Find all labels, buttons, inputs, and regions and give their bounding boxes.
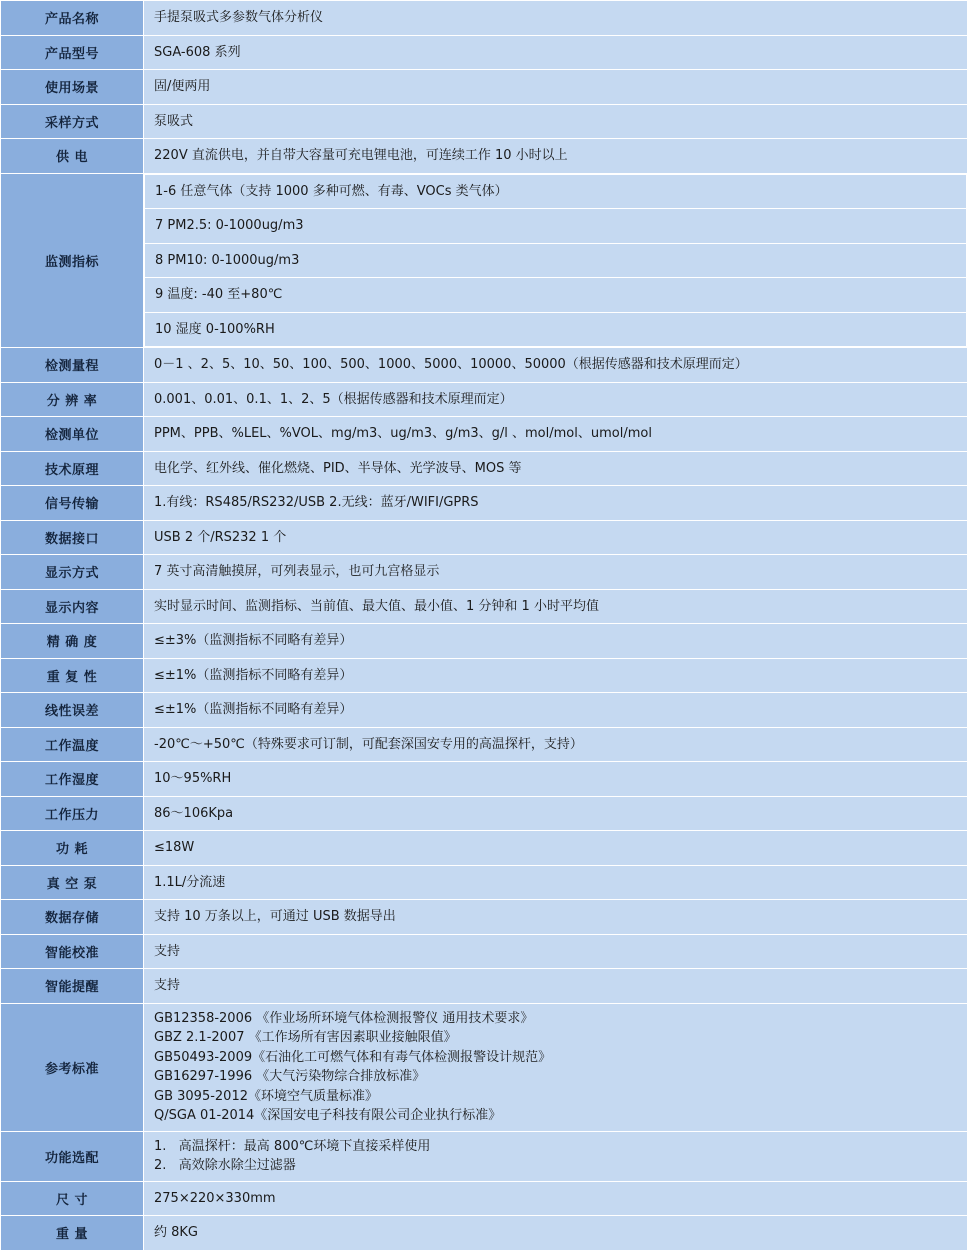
table-row <box>1 70 968 105</box>
reference-standard-1: GB12358-2006 《作业场所环境气体检测报警仪 通用技术要求》 <box>154 1010 534 1026</box>
row-value-technical-principle: 电化学、红外线、催化燃烧、PID、半导体、光学波导、MOS 等 <box>144 451 968 486</box>
row-label-data-interface: 数据接口 <box>1 520 144 555</box>
table-row <box>1 589 968 624</box>
monitoring-indicator-5: 10 湿度 0-100%RH <box>145 312 967 347</box>
row-value-power-consumption: ≤18W <box>144 831 968 866</box>
row-label-display-content: 显示内容 <box>1 589 144 624</box>
row-value-vacuum-pump: 1.1L/分流速 <box>144 865 968 900</box>
table-row <box>1 934 968 969</box>
row-label-reference-standards: 参考标准 <box>1 1003 144 1131</box>
row-label-power-consumption: 功 耗 <box>1 831 144 866</box>
table-row <box>1 35 968 70</box>
table-row <box>1 796 968 831</box>
row-value-working-pressure: 86～106Kpa <box>144 796 968 831</box>
row-value-data-interface: USB 2 个/RS232 1 个 <box>144 520 968 555</box>
monitoring-indicator-1: 1-6 任意气体（支持 1000 多种可燃、有毒、VOCs 类气体） <box>145 174 967 209</box>
table-row <box>1 139 968 174</box>
row-value-smart-calibration: 支持 <box>144 934 968 969</box>
row-label-detection-range: 检测量程 <box>1 348 144 383</box>
reference-standard-6: Q/SGA 01-2014《深国安电子科技有限公司企业执行标准》 <box>154 1108 502 1123</box>
optional-function-2: 2. 高效除水除尘过滤器 <box>154 1158 296 1173</box>
row-value-optional-functions <box>144 1131 968 1181</box>
row-label-data-storage: 数据存储 <box>1 900 144 935</box>
monitoring-indicator-2: 7 PM2.5: 0-1000ug/m3 <box>145 209 967 244</box>
row-label-optional-functions: 功能选配 <box>1 1131 144 1181</box>
row-value-signal-transmission: 1.有线：RS485/RS232/USB 2.无线：蓝牙/WIFI/GPRS <box>144 486 968 521</box>
table-row <box>1 762 968 797</box>
row-value-weight: 约 8KG <box>144 1216 968 1251</box>
monitoring-indicator-3: 8 PM10: 0-1000ug/m3 <box>145 243 967 278</box>
row-value-display-method: 7 英寸高清触摸屏，可列表显示，也可九宫格显示 <box>144 555 968 590</box>
row-label-linearity-error: 线性误差 <box>1 693 144 728</box>
row-value-sampling-method: 泵吸式 <box>144 104 968 139</box>
table-row <box>1 520 968 555</box>
table-row <box>1 900 968 935</box>
row-label-product-model: 产品型号 <box>1 35 144 70</box>
row-value-data-storage: 支持 10 万条以上，可通过 USB 数据导出 <box>144 900 968 935</box>
table-row <box>1 969 968 1004</box>
table-row <box>1 658 968 693</box>
row-value-product-model: SGA-608 系列 <box>144 35 968 70</box>
row-value-power-supply: 220V 直流供电，并自带大容量可充电锂电池，可连续工作 10 小时以上 <box>144 139 968 174</box>
row-value-product-name: 手提泵吸式多参数气体分析仪 <box>144 1 968 36</box>
row-value-detection-range: 0－1 、2、5、10、50、100、500、1000、5000、10000、50000（根据传感器和技术原理而定） <box>144 348 968 383</box>
row-label-weight: 重 量 <box>1 1216 144 1251</box>
row-label-smart-calibration: 智能校准 <box>1 934 144 969</box>
row-label-display-method: 显示方式 <box>1 555 144 590</box>
row-label-resolution: 分 辨 率 <box>1 382 144 417</box>
table-row <box>1 348 968 383</box>
row-value-display-content: 实时显示时间、监测指标、当前值、最大值、最小值、1 分钟和 1 小时平均值 <box>144 589 968 624</box>
optional-function-1: 1. 高温探杆：最高 800℃环境下直接采样使用 <box>154 1138 431 1154</box>
monitoring-indicator-list <box>144 174 967 348</box>
row-label-technical-principle: 技术原理 <box>1 451 144 486</box>
table-row <box>1 624 968 659</box>
row-label-smart-reminder: 智能提醒 <box>1 969 144 1004</box>
table-row <box>1 1003 968 1131</box>
table-row <box>1 555 968 590</box>
row-label-monitoring-indicators: 监测指标 <box>1 173 144 348</box>
row-value-accuracy: ≤±3%（监测指标不同略有差异） <box>144 624 968 659</box>
row-value-resolution: 0.001、0.01、0.1、1、2、5（根据传感器和技术原理而定） <box>144 382 968 417</box>
row-label-vacuum-pump: 真 空 泵 <box>1 865 144 900</box>
row-label-usage-scene: 使用场景 <box>1 70 144 105</box>
table-row <box>1 486 968 521</box>
row-value-working-temperature: -20℃～+50℃（特殊要求可订制，可配套深国安专用的高温探杆，支持） <box>144 727 968 762</box>
list-item <box>145 312 967 347</box>
row-value-usage-scene: 固/便两用 <box>144 70 968 105</box>
row-value-dimensions: 275×220×330mm <box>144 1181 968 1216</box>
row-value-reference-standards <box>144 1003 968 1131</box>
table-row <box>1 693 968 728</box>
list-item <box>145 174 967 209</box>
reference-standard-5: GB 3095-2012《环境空气质量标准》 <box>154 1088 378 1104</box>
row-label-working-temperature: 工作温度 <box>1 727 144 762</box>
reference-standard-2: GBZ 2.1-2007 《工作场所有害因素职业接触限值》 <box>154 1030 457 1045</box>
reference-standard-3: GB50493-2009《石油化工可燃气体和有毒气体检测报警设计规范》 <box>154 1049 552 1065</box>
row-value-smart-reminder: 支持 <box>144 969 968 1004</box>
row-label-dimensions: 尺 寸 <box>1 1181 144 1216</box>
reference-standard-4: GB16297-1996 《大气污染物综合排放标准》 <box>154 1069 426 1084</box>
table-row <box>1 417 968 452</box>
table-row <box>1 727 968 762</box>
table-row <box>1 104 968 139</box>
table-row <box>1 173 968 348</box>
table-row <box>1 831 968 866</box>
row-label-accuracy: 精 确 度 <box>1 624 144 659</box>
list-item <box>145 278 967 313</box>
row-label-detection-unit: 检测单位 <box>1 417 144 452</box>
row-label-signal-transmission: 信号传输 <box>1 486 144 521</box>
row-value-detection-unit: PPM、PPB、%LEL、%VOL、mg/m3、ug/m3、g/m3、g/l 、mol/mol、umol/mol <box>144 417 968 452</box>
list-item <box>145 209 967 244</box>
row-label-working-pressure: 工作压力 <box>1 796 144 831</box>
table-row <box>1 1131 968 1181</box>
row-value-linearity-error: ≤±1%（监测指标不同略有差异） <box>144 693 968 728</box>
table-row <box>1 865 968 900</box>
table-row <box>1 1181 968 1216</box>
table-row <box>1 382 968 417</box>
row-label-working-humidity: 工作湿度 <box>1 762 144 797</box>
row-value-working-humidity: 10～95%RH <box>144 762 968 797</box>
table-row <box>1 451 968 486</box>
row-value-repeatability: ≤±1%（监测指标不同略有差异） <box>144 658 968 693</box>
row-label-product-name: 产品名称 <box>1 1 144 36</box>
list-item <box>145 243 967 278</box>
row-value-monitoring-indicators <box>144 173 968 348</box>
row-label-sampling-method: 采样方式 <box>1 104 144 139</box>
monitoring-indicator-4: 9 温度: -40 至+80℃ <box>145 278 967 313</box>
table-row <box>1 1 968 36</box>
row-label-power-supply: 供 电 <box>1 139 144 174</box>
row-label-repeatability: 重 复 性 <box>1 658 144 693</box>
table-row <box>1 1216 968 1251</box>
